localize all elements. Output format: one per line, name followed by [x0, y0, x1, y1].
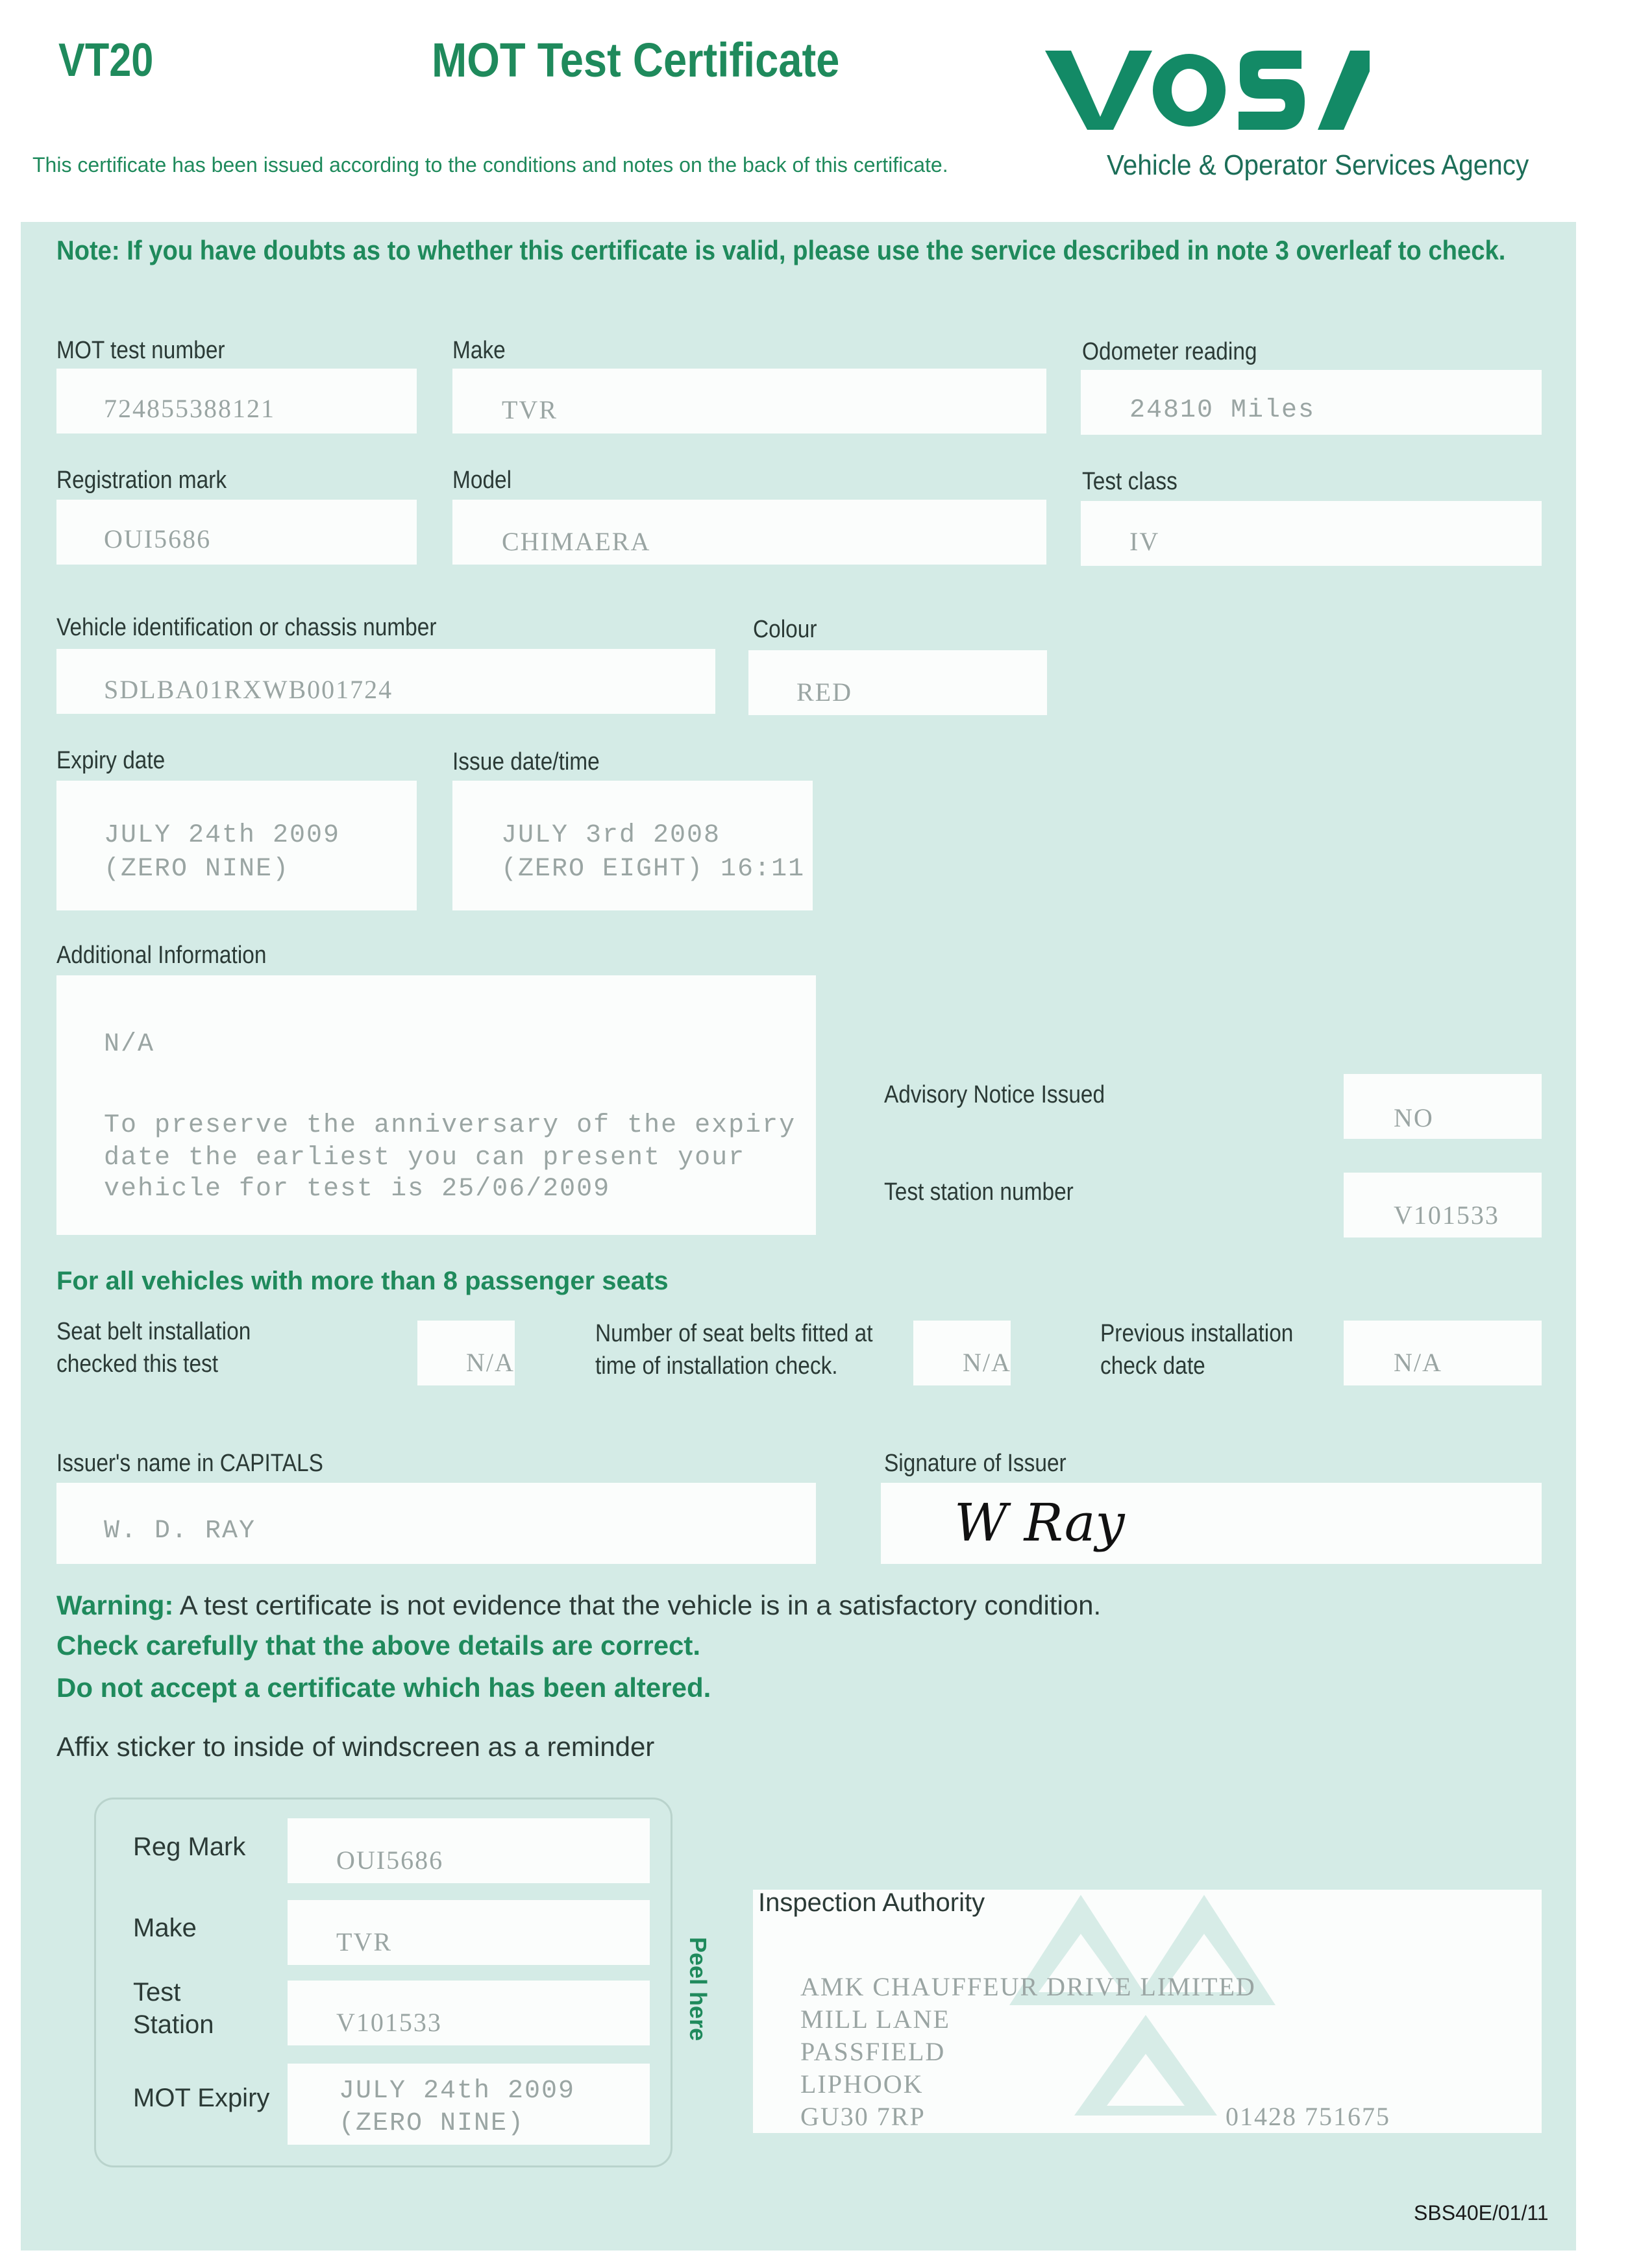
sticker-make-label: Make	[133, 1914, 197, 1942]
issuer-name-value: W. D. RAY	[104, 1517, 256, 1546]
conditions-note: This certificate has been issued according to the conditions and notes on the back of this certificate.	[32, 153, 948, 177]
signature-label: Signature of Issuer	[884, 1450, 1066, 1477]
additional-value: N/A	[104, 1030, 155, 1059]
advisory-value: NO	[1394, 1103, 1434, 1132]
expiry-line2: (ZERO NINE)	[104, 855, 290, 884]
affix-text: Affix sticker to inside of windscreen as a reminder	[56, 1731, 655, 1762]
model-label: Model	[452, 467, 512, 494]
warning-line	[56, 1590, 1101, 1621]
inspection-phone: 01428 751675	[1226, 2102, 1390, 2131]
additional-line2: date the earliest you can present your	[104, 1143, 746, 1173]
vosa-logo	[1045, 45, 1370, 133]
vin-value: SDLBA01RXWB001724	[104, 675, 393, 704]
number-label-1: Number of seat belts fitted at	[595, 1320, 873, 1347]
mot-test-number-value: 724855388121	[104, 394, 275, 423]
number-value: N/A	[963, 1348, 1011, 1377]
previous-label-1: Previous installation	[1100, 1320, 1294, 1347]
check-text: Check carefully that the above details are correct.	[56, 1630, 701, 1661]
vin-label: Vehicle identification or chassis number	[56, 614, 437, 641]
issuer-signature: W Ray	[954, 1493, 1125, 1553]
advisory-box	[1344, 1074, 1542, 1139]
additional-line3: vehicle for test is 25/06/2009	[104, 1175, 611, 1204]
triangles-icon	[1009, 1895, 1282, 2116]
page-title: MOT Test Certificate	[432, 33, 840, 87]
issue-line2: (ZERO EIGHT) 16:11	[501, 855, 806, 884]
sticker-station-label-1: Test	[133, 1978, 181, 2006]
accept-text: Do not accept a certificate which has been altered.	[56, 1672, 711, 1703]
test-station-label: Test station number	[884, 1178, 1074, 1206]
expiry-label: Expiry date	[56, 747, 166, 774]
sticker-station-label-2: Station	[133, 2010, 214, 2039]
previous-value: N/A	[1394, 1348, 1442, 1377]
mot-triangles-watermark	[1009, 1895, 1282, 2116]
registration-value: OUI5686	[104, 524, 212, 554]
issue-label: Issue date/time	[452, 748, 600, 775]
advisory-label: Advisory Notice Issued	[884, 1081, 1105, 1108]
number-label-2: time of installation check.	[595, 1352, 838, 1380]
peel-here[interactable]: Peel here	[685, 1937, 711, 2042]
odometer-label: Odometer reading	[1082, 338, 1257, 365]
mot-test-number-label: MOT test number	[56, 337, 225, 364]
expiry-line1: JULY 24th 2009	[104, 821, 341, 850]
inspection-line4: LIPHOOK	[800, 2069, 924, 2099]
odometer-value: 24810 Miles	[1129, 396, 1316, 425]
colour-box	[748, 650, 1047, 715]
colour-value: RED	[796, 677, 852, 707]
agency-name: Vehicle & Operator Services Agency	[1107, 149, 1529, 181]
additional-label: Additional Information	[56, 942, 267, 969]
test-class-label: Test class	[1082, 468, 1177, 495]
sticker-make-value: TVR	[336, 1927, 392, 1957]
seatbelt-value: N/A	[466, 1348, 515, 1377]
make-label: Make	[452, 337, 506, 364]
make-value: TVR	[502, 395, 558, 424]
warning-label: Warning:	[56, 1590, 174, 1620]
seats-heading: For all vehicles with more than 8 passenger seats	[56, 1267, 669, 1295]
warning-text: A test certificate is not evidence that the vehicle is in a satisfactory condition.	[179, 1590, 1102, 1620]
test-station-value: V101533	[1394, 1201, 1499, 1230]
sticker-reg-value: OUI5686	[336, 1846, 444, 1875]
colour-label: Colour	[753, 616, 817, 643]
form-code: VT20	[58, 34, 154, 86]
issue-line1: JULY 3rd 2008	[501, 821, 721, 850]
previous-label-2: check date	[1100, 1352, 1205, 1380]
inspection-line5: GU30 7RP	[800, 2102, 926, 2131]
sticker-expiry-label: MOT Expiry	[133, 2084, 270, 2112]
sticker-reg-label: Reg Mark	[133, 1833, 246, 1861]
inspection-line3: PASSFIELD	[800, 2037, 946, 2066]
registration-label: Registration mark	[56, 467, 227, 494]
sticker-station-value: V101533	[336, 2008, 442, 2037]
seatbelt-label-2: checked this test	[56, 1350, 219, 1378]
issuer-name-label: Issuer's name in CAPITALS	[56, 1450, 323, 1477]
seatbelt-label-1: Seat belt installation	[56, 1318, 251, 1345]
model-value: CHIMAERA	[502, 527, 651, 556]
additional-line1: To preserve the anniversary of the expiry	[104, 1111, 796, 1140]
sticker-expiry-line2: (ZERO NINE)	[339, 2109, 525, 2138]
inspection-label: Inspection Authority	[758, 1888, 985, 1917]
test-class-value: IV	[1129, 527, 1160, 556]
inspection-line2: MILL LANE	[800, 2005, 950, 2034]
previous-box	[1344, 1321, 1542, 1385]
sticker-expiry-line1: JULY 24th 2009	[339, 2077, 576, 2106]
inspection-line1: AMK CHAUFFEUR DRIVE LIMITED	[800, 1972, 1256, 2001]
validity-note: Note: If you have doubts as to whether this certificate is valid, please use the service described in note 3 overleaf to check.	[56, 235, 1506, 265]
footer-code: SBS40E/01/11	[1414, 2201, 1549, 2225]
vosa-logo-graphic	[1045, 45, 1370, 133]
